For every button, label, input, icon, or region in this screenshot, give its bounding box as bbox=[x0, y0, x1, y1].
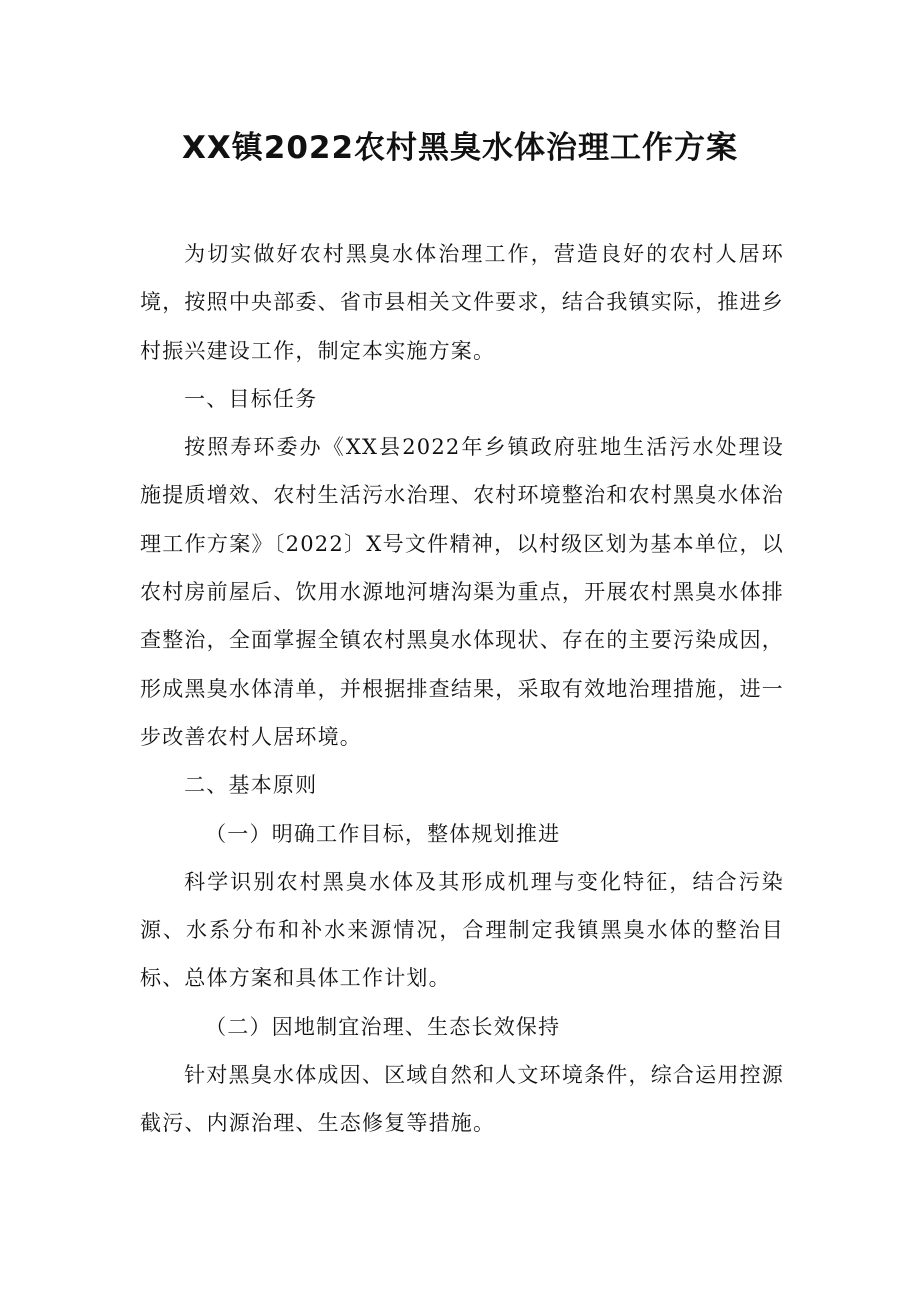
section-2-1-heading: （一）明确工作目标，整体规划推进 bbox=[205, 821, 561, 846]
document-body bbox=[140, 230, 784, 1148]
section-1-heading: 一、目标任务 bbox=[184, 386, 318, 411]
section-2-2-paragraph: 针对黑臭水体成因、区域自然和人文环境条件，综合运用控源截污、内源治理、生态修复等措施。 bbox=[140, 1063, 784, 1136]
section-2-heading: 二、基本原则 bbox=[184, 773, 318, 798]
section-1-paragraph: 按照寿环委办《XX县2022年乡镇政府驻地生活污水处理设施提质增效、农村生活污水治理、农村环境整治和农村黑臭水体治理工作方案》〔2022〕X号文件精神，以村级区划为基本单位，以农村房前屋后、饮用水源地河塘沟渠为重点，开展农村黑臭水体排查整治，全面掌握全镇农村黑臭水体现状、存在的主要污染成因，形成黑臭水体清单，并根据排查结果，采取有效地治理措施，进一步改善农村人居环境。 bbox=[140, 435, 784, 749]
document-title: XX镇2022农村黑臭水体治理工作方案 bbox=[181, 130, 739, 166]
section-2-2-heading: （二）因地制宜治理、生态长效保持 bbox=[205, 1014, 561, 1039]
intro-paragraph: 为切实做好农村黑臭水体治理工作，营造良好的农村人居环境，按照中央部委、省市县相关文件要求，结合我镇实际，推进乡村振兴建设工作，制定本实施方案。 bbox=[140, 242, 784, 363]
section-2-1-paragraph: 科学识别农村黑臭水体及其形成机理与变化特征，结合污染源、水系分布和补水来源情况，合理制定我镇黑臭水体的整治目标、总体方案和具体工作计划。 bbox=[140, 869, 784, 991]
